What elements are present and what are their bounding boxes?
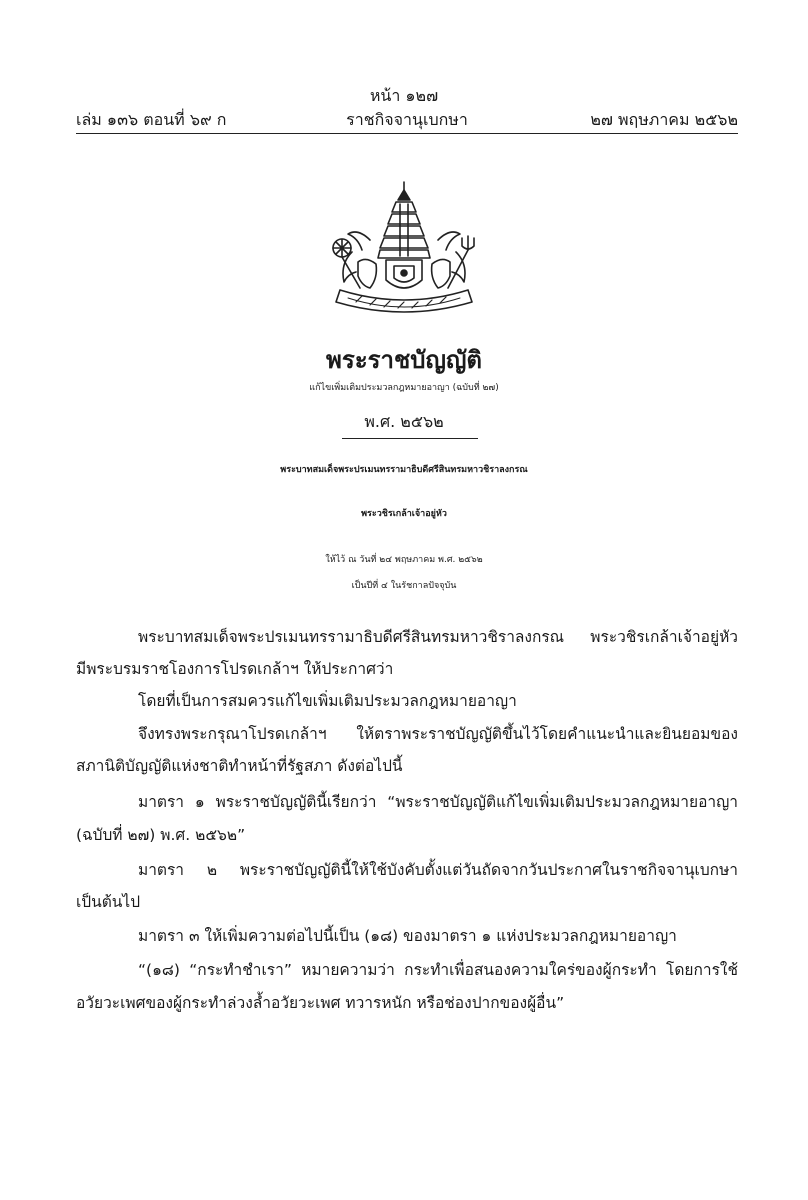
section-2-line2: เป็นต้นไป xyxy=(76,893,141,911)
preamble-line2: มีพระบรมราชโองการโปรดเกล้าฯ ให้ประกาศว่า xyxy=(76,660,394,678)
king-name-line2: พระวชิรเกล้าเจ้าอยู่หัว xyxy=(361,509,447,519)
act-title: พระราชบัญญัติ xyxy=(326,346,482,374)
section-1-line1: มาตรา ๑ พระราชบัญญัตินี้เรียกว่า “พระราชบัญญัติแก้ไขเพิ่มเติมประมวลกฎหมายอาญา xyxy=(138,793,738,811)
act-year: พ.ศ. ๒๕๖๒ xyxy=(364,412,444,431)
preamble-line1: พระบาทสมเด็จพระปรเมนทรรามาธิบดีศรีสินทรมหาวชิราลงกรณ พระวชิรเกล้าเจ้าอยู่หัว xyxy=(138,628,738,646)
enactment-line1: จึงทรงพระกรุณาโปรดเกล้าฯ ให้ตราพระราชบัญญัติขึ้นไว้โดยคำแนะนำและยินยอมของ xyxy=(138,725,738,743)
gazette-header xyxy=(76,108,738,130)
title-divider xyxy=(342,438,478,439)
given-date: ให้ไว้ ณ วันที่ ๒๔ พฤษภาคม พ.ศ. ๒๕๖๒ xyxy=(325,555,483,565)
enactment-line2: สภานิติบัญญัติแห่งชาติทำหน้าที่รัฐสภา ดังต่อไปนี้ xyxy=(76,757,403,775)
publication-date: ๒๗ พฤษภาคม ๒๕๖๒ xyxy=(590,110,738,129)
section-1-line2: (ฉบับที่ ๒๗) พ.ศ. ๒๕๖๒” xyxy=(76,826,246,844)
garuda-emblem-icon xyxy=(318,178,490,324)
reason-paragraph: โดยที่เป็นการสมควรแก้ไขเพิ่มเติมประมวลกฎหมายอาญา xyxy=(138,692,517,710)
quote-line1: “(๑๘) “กระทำชำเรา” หมายความว่า กระทำเพื่อสนองความใคร่ของผู้กระทำ โดยการใช้ xyxy=(138,961,738,979)
section-3: มาตรา ๓ ให้เพิ่มความต่อไปนี้เป็น (๑๘) ของมาตรา ๑ แห่งประมวลกฎหมายอาญา xyxy=(138,927,677,945)
page-number: หน้า ๑๒๗ xyxy=(369,86,439,105)
header-divider xyxy=(76,133,738,134)
king-name-line1: พระบาทสมเด็จพระปรเมนทรรามาธิบดีศรีสินทรมหาวชิราลงกรณ xyxy=(280,465,528,475)
act-subtitle: แก้ไขเพิ่มเติมประมวลกฎหมายอาญา (ฉบับที่ ๒๗) xyxy=(309,383,499,393)
reign-year: เป็นปีที่ ๔ ในรัชกาลปัจจุบัน xyxy=(351,581,457,591)
quote-line2: อวัยวะเพศของผู้กระทำล่วงล้ำอวัยวะเพศ ทวารหนัก หรือช่องปากของผู้อื่น” xyxy=(76,994,565,1012)
volume-issue: เล่ม ๑๓๖ ตอนที่ ๖๙ ก xyxy=(76,110,227,129)
section-2-line1: มาตรา ๒ พระราชบัญญัตินี้ให้ใช้บังคับตั้งแต่วันถัดจากวันประกาศในราชกิจจานุเบกษา xyxy=(138,861,738,879)
gazette-name: ราชกิจจานุเบกษา xyxy=(346,110,468,129)
